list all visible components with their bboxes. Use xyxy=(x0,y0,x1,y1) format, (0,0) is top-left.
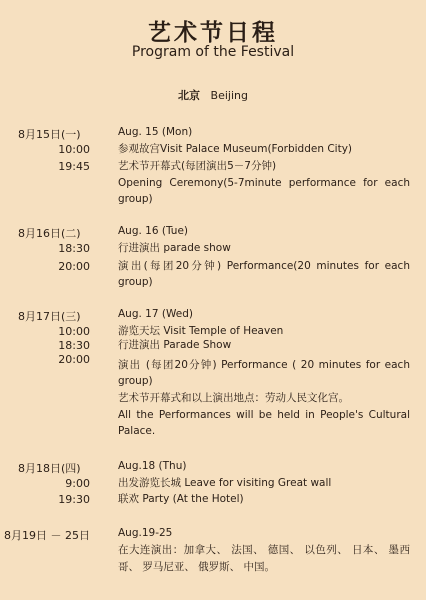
item-text: All the Performances will be held in People's Cultural Palace. xyxy=(118,409,410,437)
item-time: 19:45 xyxy=(58,160,90,173)
day-heading: Aug. 17 (Wed) xyxy=(118,308,193,320)
item-text: 行进演出 Parade Show xyxy=(118,339,232,351)
day-date: 8月17日(三) xyxy=(18,310,81,323)
item-text: 参观故宫Visit Palace Museum(Forbidden City) xyxy=(118,143,352,155)
item-time: 18:30 xyxy=(58,242,90,255)
item-time: 10:00 xyxy=(58,325,90,338)
item-text: 出发游览长城 Leave for visiting Great wall xyxy=(118,477,332,489)
item-time: 20:00 xyxy=(58,353,90,366)
day-heading: Aug. 15 (Mon) xyxy=(118,126,193,138)
item-time: 10:00 xyxy=(58,143,90,156)
item-time: 19:30 xyxy=(58,493,90,506)
day-date: 8月18日(四) xyxy=(18,462,81,475)
item-text: 联欢 Party (At the Hotel) xyxy=(118,493,244,505)
item-time: 18:30 xyxy=(58,339,90,352)
city-name-english: Beijing xyxy=(210,89,248,102)
day-heading: Aug.19-25 xyxy=(118,527,173,539)
item-text: 在大连演出：加拿大、 法国、 德国、 以色列、 日本、 墨西哥、 罗马尼亚、 俄罗斯、 中国。 xyxy=(118,544,410,573)
item-text: 艺术节开幕式和以上演出地点：劳动人民文化宫。 xyxy=(118,392,349,404)
day-date: 8月15日(一) xyxy=(18,128,81,141)
city-name-chinese: 北京 xyxy=(178,89,201,102)
item-text: 演出(每团20分钟) Performance(20 minutes for each group) xyxy=(118,260,410,288)
day-heading: Aug.18 (Thu) xyxy=(118,460,187,472)
day-date: 8月19日 － 25日 xyxy=(4,529,90,542)
item-text: 艺术节开幕式(每团演出5－7分钟) xyxy=(118,160,277,172)
item-text: 游览天坛 Visit Temple of Heaven xyxy=(118,325,284,337)
title-chinese: 艺术节日程 xyxy=(148,19,278,46)
item-text: 演出 (每团20分钟) Performance ( 20 minutes for each group) xyxy=(118,359,410,387)
item-text: 行进演出 parade show xyxy=(118,242,231,254)
city-heading xyxy=(0,87,426,103)
item-time: 20:00 xyxy=(58,260,90,273)
item-time: 9:00 xyxy=(65,477,90,490)
day-date: 8月16日(二) xyxy=(18,227,81,240)
item-text: Opening Ceremony(5-7minute performance for each group) xyxy=(118,177,410,205)
title-english: Program of the Festival xyxy=(131,44,295,60)
day-heading: Aug. 16 (Tue) xyxy=(118,225,189,237)
